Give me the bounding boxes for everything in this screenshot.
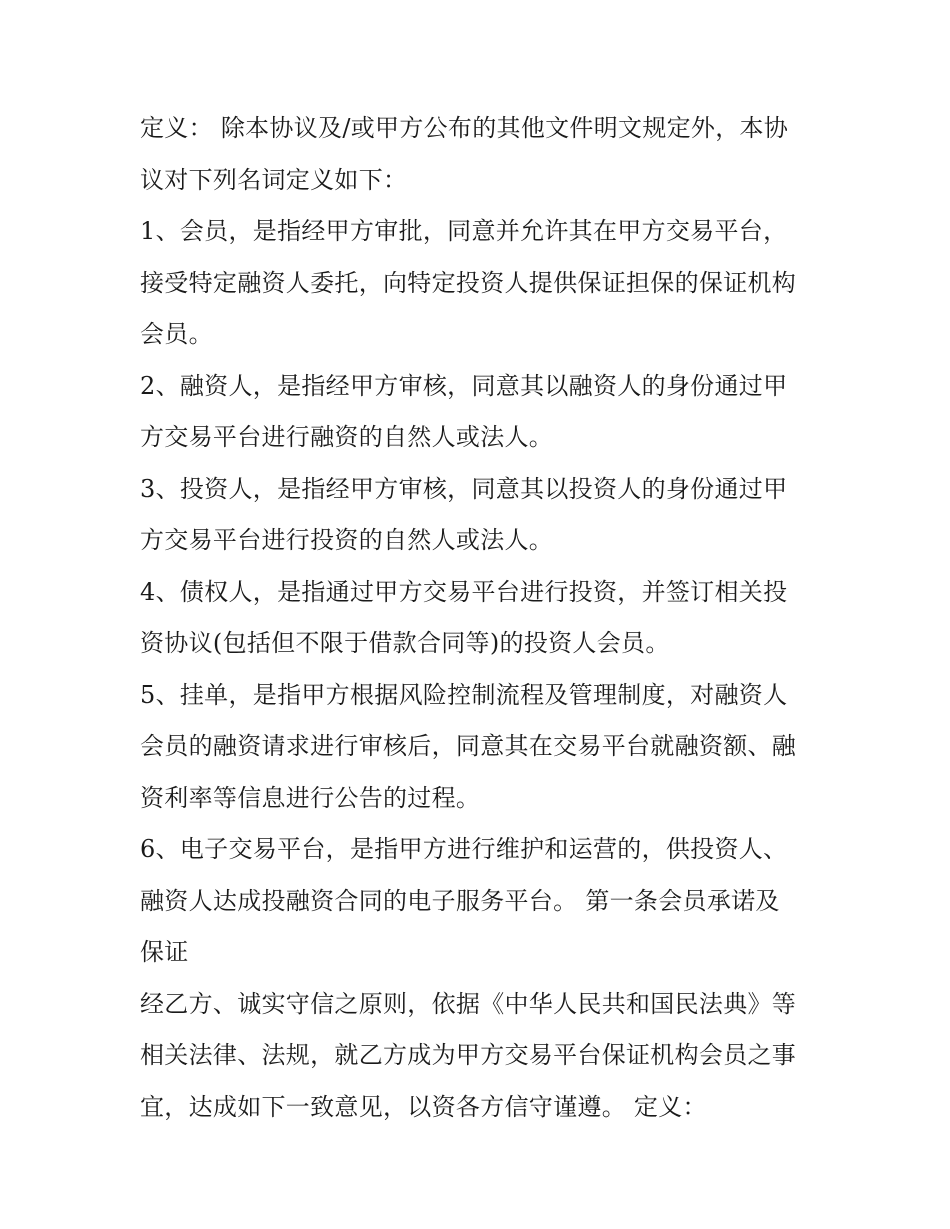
text-line: 4、债权人，是指通过甲方交易平台进行投资，并签订相关投: [140, 577, 788, 606]
text-line: 5、挂单，是指甲方根据风险控制流程及管理制度，对融资人: [140, 680, 788, 709]
text-line: 1、会员，是指经甲方审批，同意并允许其在甲方交易平台，: [140, 217, 788, 245]
text-line: 资协议(包括但不限于借款合同等)的投资人会员。: [140, 629, 670, 657]
text-line: 经乙方、诚实守信之原则，依据《中华人民共和国民法典》等: [140, 989, 797, 1018]
text-line: 方交易平台进行投资的自然人或法人。: [140, 526, 554, 554]
text-line: 方交易平台进行融资的自然人或法人。: [140, 423, 554, 451]
document-body: [140, 103, 820, 1133]
text-line: 融资人达成投融资合同的电子服务平台。 第一条会员承诺及: [140, 886, 780, 915]
text-line: 6、电子交易平台，是指甲方进行维护和运营的，供投资人、: [140, 835, 788, 863]
text-line: 定义： 除本协议及/或甲方公布的其他文件明文规定外，本协: [140, 114, 789, 142]
text-line: 3、投资人，是指经甲方审核，同意其以投资人的身份通过甲: [140, 474, 788, 503]
text-line: 会员。: [140, 320, 213, 348]
text-line: 相关法律、法规，就乙方成为甲方交易平台保证机构会员之事: [140, 1041, 797, 1069]
text-line: 议对下列名词定义如下：: [140, 165, 408, 194]
text-line: 保证: [140, 938, 189, 966]
text-line: 接受特定融资人委托，向特定投资人提供保证担保的保证机构: [140, 268, 797, 297]
text-line: 资利率等信息进行公告的过程。: [140, 783, 481, 812]
text-line: 2、融资人，是指经甲方审核，同意其以融资人的身份通过甲: [140, 371, 788, 400]
text-line: 会员的融资请求进行审核后，同意其在交易平台就融资额、融: [140, 732, 797, 760]
text-line: 宜，达成如下一致意见，以资各方信守谨遵。 定义：: [140, 1092, 707, 1121]
